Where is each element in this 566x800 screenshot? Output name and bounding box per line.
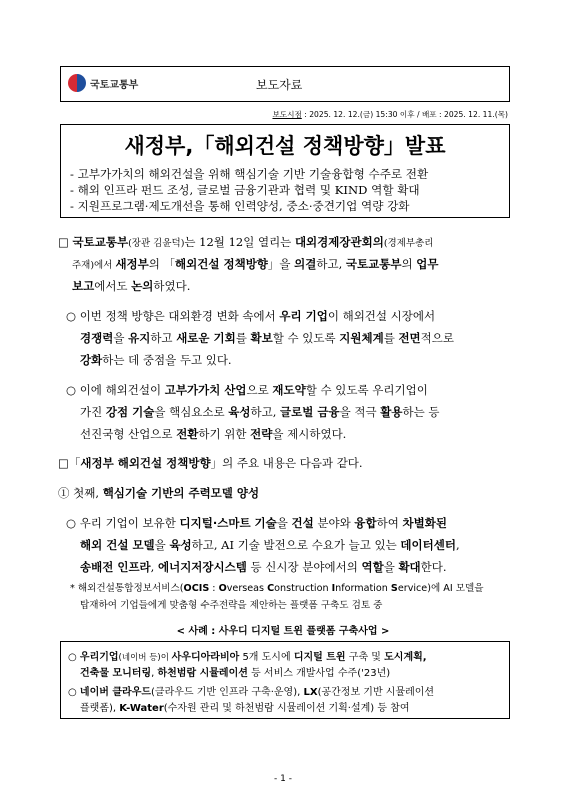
footnote-line-1 (70, 580, 484, 594)
text-run: 육성 (228, 405, 251, 419)
text-run: 국토교통부 (72, 235, 129, 249)
text-run: 의 「 (148, 257, 176, 271)
text-run: , (150, 560, 158, 574)
text-run: 을 적극 (339, 405, 381, 419)
text-run: 플랫폼), (80, 703, 120, 714)
text-run: 주재)에서 (72, 260, 116, 271)
text-run: 이 해외건설 시장에서 (327, 309, 436, 323)
text-run: (네이버 등)이 (118, 653, 172, 663)
text-run: 해외 건설 모델 (80, 538, 155, 552)
text-run: 하고, (250, 405, 281, 419)
subtitle-3: - 지원프로그램·제도개선을 통해 인력양성, 중소·중견기업 역량 강화 (70, 199, 410, 213)
text-run: 우리 기업 (279, 309, 328, 323)
text-run: 의 (401, 257, 417, 271)
text-run: 5개 도시에 (239, 652, 294, 663)
text-run: 」의 주요 내용은 다음과 같다. (210, 456, 363, 470)
text-run: 새정부 (115, 257, 149, 271)
text-run: 하였다. (153, 279, 191, 293)
text-run: ○ 이번 정책 방향은 대외환경 변화 속에서 (66, 309, 280, 323)
text-run: 국토교통부 (345, 257, 402, 271)
text-run: nformation (335, 583, 391, 594)
text-run: (경제부총리 (383, 238, 434, 249)
text-run: 육성 (169, 538, 192, 552)
text-run: 등 서비스 개발사업 수주('23년) (247, 668, 391, 679)
paragraph-5-line-3 (80, 556, 447, 578)
paragraph-1-line-1 (58, 231, 433, 255)
text-run: 을 핵심요소로 (154, 405, 229, 419)
text-run: 으로 (246, 383, 273, 397)
text-run: □ (58, 235, 73, 249)
text-run: 를 (235, 331, 251, 345)
text-run: 분야와 (313, 516, 355, 530)
text-run: ○ (68, 687, 80, 698)
text-run: (수자원 관리 및 하천범람 시뮬레이션 기획·설계) 등 참여 (163, 703, 410, 714)
text-run: onstruction (274, 583, 332, 594)
text-run: 등 신시장 분야에서의 (246, 560, 362, 574)
text-run: 전략 (250, 427, 273, 441)
text-run: 하고 (150, 331, 177, 345)
text-run: 의결 (294, 257, 317, 271)
text-run: 유지 (128, 331, 151, 345)
distribution-date: / 배포 : 2025. 12. 11.(목) (414, 110, 508, 119)
embargo-value: : 2025. 12. 12.(금) 15:30 이후 (301, 110, 415, 119)
text-run: 해외건설 정책방향 (175, 257, 268, 271)
text-run: , (151, 668, 158, 679)
text-run: 재도약 (272, 383, 306, 397)
text-run: O (218, 583, 227, 594)
section-1-heading (58, 482, 259, 504)
text-run: 새로운 기회 (176, 331, 236, 345)
press-release-label: 보도자료 (256, 78, 303, 92)
taegeuk-logo-icon (68, 74, 86, 92)
footnote-line-2: 탑재하여 기업들에게 맞춤형 수주전략을 제안하는 플랫폼 구축도 검토 중 (80, 600, 383, 611)
text-run: ① 첫째, (58, 486, 103, 500)
text-run: (장관 김윤덕) (128, 238, 185, 249)
text-run: 구축 및 (345, 652, 385, 663)
ministry-logo (68, 72, 168, 94)
text-run: 한다. (420, 560, 447, 574)
text-run: 적으로 (420, 331, 454, 345)
text-run: verseas (226, 583, 268, 594)
case-line-2 (80, 664, 390, 679)
text-run: LX (303, 687, 318, 698)
text-run: 차별화된 (402, 516, 447, 530)
text-run: 지원체계 (339, 331, 384, 345)
text-run: 활용 (380, 405, 403, 419)
text-run: 강점 기술 (105, 405, 155, 419)
text-run: 네이버 클라우드 (79, 687, 152, 698)
text-run: 을 (154, 538, 170, 552)
text-run: (클라우드 기반 인프라 구축·운영), (151, 687, 304, 698)
text-run: 융합 (354, 516, 377, 530)
text-run: 하는 등 (402, 405, 440, 419)
text-run: 논의 (131, 279, 154, 293)
text-run: I (331, 583, 336, 594)
text-run: 할 수 있도록 우리기업이 (305, 383, 428, 397)
text-run: 글로벌 금융 (280, 405, 340, 419)
paragraph-5-line-1 (66, 512, 447, 534)
text-run: 을 제시하였다. (272, 427, 347, 441)
text-run: 를 (383, 331, 399, 345)
text-run: 는 12월 12일 열리는 (184, 235, 295, 249)
text-run: C (267, 583, 275, 594)
case-line-1 (68, 648, 427, 663)
paragraph-3-line-1 (66, 379, 428, 401)
text-run: □「 (58, 456, 81, 470)
text-run: 을 (383, 560, 399, 574)
case-title: < 사례 : 사우디 디지털 트윈 플랫폼 구축사업 > (176, 626, 390, 637)
release-info (272, 109, 508, 120)
text-run: OCIS (183, 583, 210, 594)
paragraph-2-line-3 (80, 349, 232, 371)
text-run: (공간정보 기반 시뮬레이션 (317, 687, 435, 698)
text-run: 」을 (267, 257, 295, 271)
text-run: 송배전 인프라 (80, 560, 151, 574)
text-run: K-Water (119, 703, 164, 714)
text-run: 할 수 있도록 (272, 331, 340, 345)
text-run: 을 (276, 516, 292, 530)
text-run: 을 (113, 331, 129, 345)
embargo-label: 보도시점 (272, 110, 302, 119)
text-run: 디지털·스마트 기술 (179, 516, 277, 530)
text-run: 하기 위한 (198, 427, 251, 441)
paragraph-2-line-2 (80, 327, 454, 349)
text-run: 확대 (398, 560, 421, 574)
paragraph-1-line-3 (72, 275, 190, 297)
text-run: 하여 (376, 516, 403, 530)
text-run: 에서도 (94, 279, 132, 293)
paragraph-5-line-2 (80, 534, 460, 556)
text-run: ervice)에 AI 모델을 (397, 583, 484, 594)
text-run: ○ (68, 652, 80, 663)
text-run: 하는 데 중점을 두고 있다. (102, 353, 232, 367)
text-run: 경쟁력 (80, 331, 114, 345)
case-line-3 (68, 683, 434, 698)
text-run: S (390, 583, 398, 594)
text-run: : (209, 583, 219, 594)
subtitle-1: - 고부가가치의 해외건설을 위해 핵심기술 기반 기술융합형 수주로 전환 (70, 167, 429, 181)
text-run: 하고, (316, 257, 346, 271)
paragraph-3-line-2 (80, 401, 439, 423)
text-run: 건축물 모니터링 (80, 668, 152, 679)
text-run: 핵심기술 기반의 주력모델 양성 (102, 486, 260, 500)
text-run: 데이터센터 (400, 538, 456, 552)
paragraph-1-line-2 (72, 253, 438, 277)
text-run: 강화 (80, 353, 103, 367)
paragraph-3-line-3 (80, 423, 346, 445)
text-run: 디지털 트윈 (293, 652, 346, 663)
text-run: 건설 (291, 516, 314, 530)
paragraph-4 (58, 452, 363, 474)
text-run: * 해외건설통합정보서비스( (70, 583, 184, 594)
case-line-4 (80, 699, 410, 714)
text-run: 우리기업 (79, 652, 119, 663)
text-run: 선진국형 산업으로 (80, 427, 177, 441)
text-run: 도시계획, (384, 652, 427, 663)
text-run: 새정부 해외건설 정책방향 (80, 456, 211, 470)
paragraph-2-line-1 (66, 305, 435, 327)
text-run: 고부가가치 산업 (164, 383, 247, 397)
page-number: - 1 - (274, 774, 292, 784)
text-run: 에너지저장시스템 (157, 560, 247, 574)
subtitle-2: - 해외 인프라 펀드 조성, 글로벌 금융기관과 협력 및 KIND 역할 확대 (70, 183, 420, 197)
text-run: 하천범람 시뮬레이션 (157, 668, 248, 679)
text-run: 업무 (416, 257, 439, 271)
page-title: 새정부,「해외건설 정책방향」발표 (124, 134, 446, 158)
logo-text: 국토교통부 (90, 80, 139, 91)
text-run: 대외경제장관회의 (294, 235, 384, 249)
text-run: , (455, 538, 460, 552)
text-run: 전환 (176, 427, 199, 441)
text-run: 역할 (361, 560, 384, 574)
text-run: 확보 (250, 331, 273, 345)
text-run: ○ 이에 해외건설이 (66, 383, 165, 397)
text-run: 가진 (80, 405, 106, 419)
text-run: 사우디아라비아 (171, 652, 240, 663)
text-run: 전면 (398, 331, 421, 345)
text-run: 하고, AI 기술 발전으로 수요가 늘고 있는 (191, 538, 401, 552)
text-run: 보고 (72, 279, 95, 293)
text-run: ○ 우리 기업이 보유한 (66, 516, 180, 530)
